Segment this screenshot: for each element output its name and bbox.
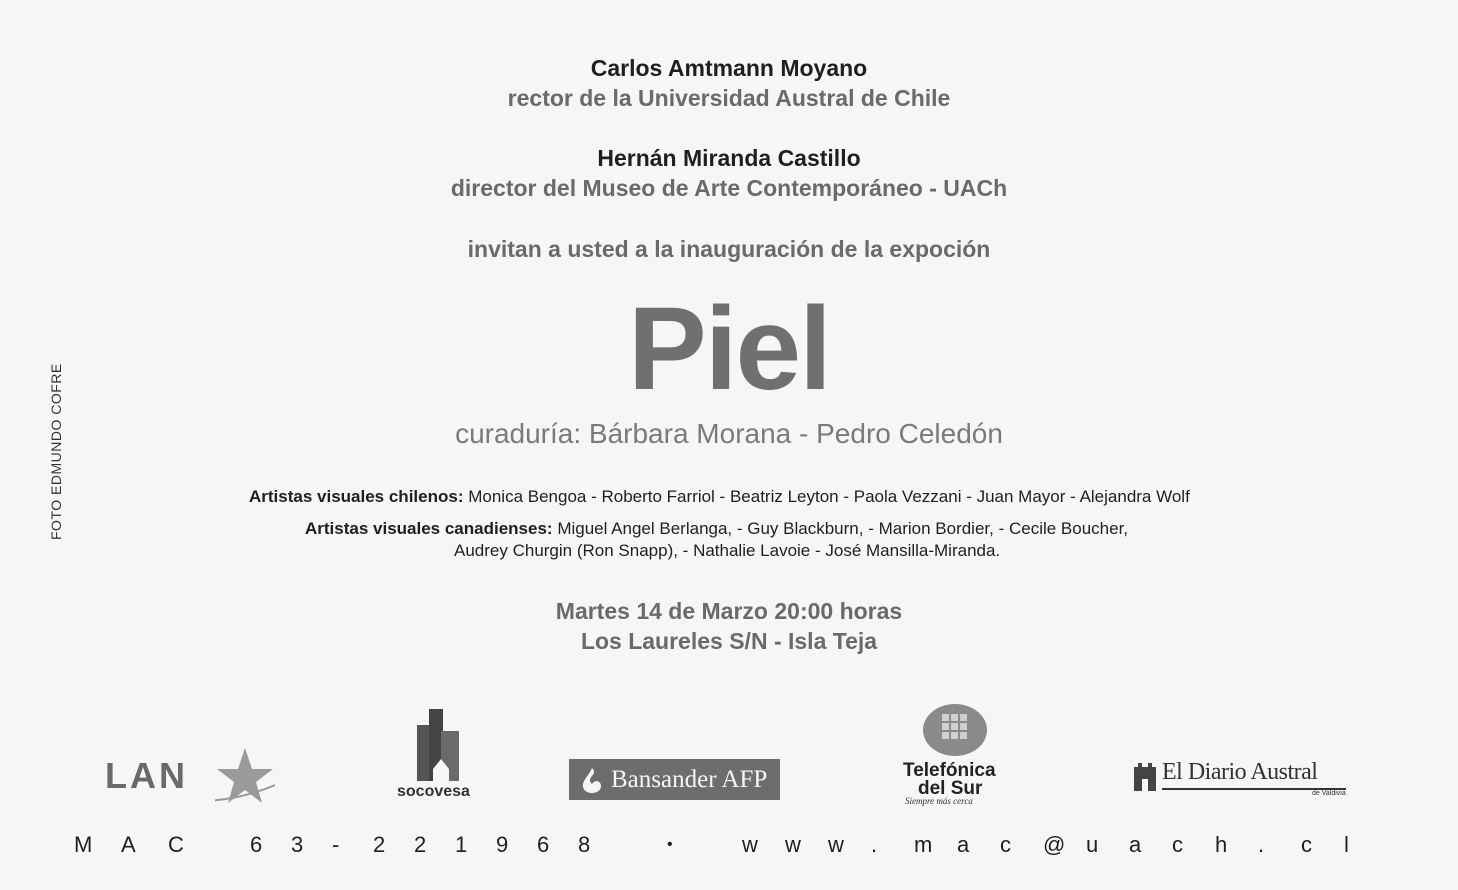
- footer-char: 6: [250, 832, 263, 857]
- footer-char: 8: [578, 832, 591, 857]
- lan-logo-text: LAN: [105, 755, 188, 796]
- bansander-logo: [569, 759, 780, 800]
- footer-char: m: [914, 832, 933, 857]
- footer-char: w: [828, 832, 844, 857]
- bansander-logo-text: Bansander AFP: [611, 766, 768, 793]
- star-icon: [215, 745, 275, 805]
- curators-line: curaduría: Bárbara Morana - Pedro Celedón: [455, 418, 1003, 449]
- invitation-text: invitan a usted a la inauguración de la expoción: [467, 236, 991, 262]
- lan-logo: [105, 745, 275, 805]
- footer-char: 1: [455, 832, 468, 857]
- footer-char: h: [1215, 832, 1228, 857]
- footer-char: w: [742, 832, 758, 857]
- footer-char: A: [121, 832, 136, 857]
- host-1-role: rector de la Universidad Austral de Chile: [507, 85, 951, 111]
- footer-separator: •: [667, 836, 673, 853]
- socovesa-logo: [395, 705, 485, 805]
- footer-char: c: [1172, 832, 1183, 857]
- photo-credit: FOTO EDMUNDO COFRE: [48, 363, 64, 540]
- footer-char: u: [1086, 832, 1099, 857]
- host-2-name: Hernán Miranda Castillo: [597, 145, 861, 171]
- footer-char: 2: [373, 832, 386, 857]
- diario-austral-logo-text: El Diario Austral: [1162, 759, 1318, 785]
- chilean-artists-label: Artistas visuales chilenos:: [249, 487, 464, 506]
- host-2-role: director del Museo de Arte Contemporáneo - UACh: [450, 175, 1008, 201]
- footer-char: c: [1301, 832, 1312, 857]
- canadian-artists-list-1: Miguel Angel Berlanga, - Guy Blackburn, - Marion Bordier, - Cecile Boucher,: [557, 519, 1129, 538]
- diario-austral-subtitle: de Valdivia: [1312, 790, 1346, 797]
- footer-mac: [74, 832, 215, 858]
- footer-char: 3: [291, 832, 304, 857]
- exhibition-title: Piel: [628, 283, 830, 415]
- footer-char: w: [785, 832, 801, 857]
- globe-icon: [920, 702, 990, 758]
- footer-char: .: [871, 832, 878, 857]
- footer-char: -: [332, 832, 340, 857]
- host-1-name: Carlos Amtmann Moyano: [590, 55, 868, 81]
- event-datetime: Martes 14 de Marzo 20:00 horas: [555, 598, 903, 624]
- footer-char: a: [957, 832, 970, 857]
- castle-icon: [1132, 759, 1158, 791]
- event-location: Los Laureles S/N - Isla Teja: [580, 628, 878, 654]
- telefonica-logo-text-2: del Sur: [918, 778, 983, 799]
- footer-char: M: [74, 832, 93, 857]
- canadian-artists-list-2: Audrey Churgin (Ron Snapp), - Nathalie Lavoie - José Mansilla-Miranda.: [454, 541, 1001, 560]
- chilean-artists: [249, 487, 1190, 507]
- footer-char: c: [1000, 832, 1011, 857]
- footer-char: l: [1344, 832, 1349, 857]
- footer-char: 6: [537, 832, 550, 857]
- telefonica-tagline: Siempre más cerca: [905, 796, 973, 806]
- telefonica-logo: [900, 702, 1010, 807]
- flame-icon: [577, 765, 607, 795]
- footer-char: 9: [496, 832, 509, 857]
- telefonica-logo-text-1: Telefónica: [903, 760, 996, 781]
- socovesa-logo-text: socovesa: [397, 783, 470, 800]
- footer-char: C: [168, 832, 184, 857]
- footer-char: 2: [414, 832, 427, 857]
- diario-austral-logo: [1132, 757, 1352, 802]
- footer-char: @: [1043, 832, 1066, 857]
- canadian-artists-label: Artistas visuales canadienses:: [305, 519, 553, 538]
- building-icon: [395, 705, 485, 783]
- chilean-artists-list: Monica Bengoa - Roberto Farriol - Beatriz Leyton - Paola Vezzani - Juan Mayor - Alejandra Wolf: [468, 487, 1190, 506]
- canadian-artists: [305, 519, 1128, 539]
- footer-web: [742, 832, 1364, 858]
- footer-phone: [250, 832, 619, 858]
- footer-char: a: [1129, 832, 1142, 857]
- footer-char: .: [1258, 832, 1265, 857]
